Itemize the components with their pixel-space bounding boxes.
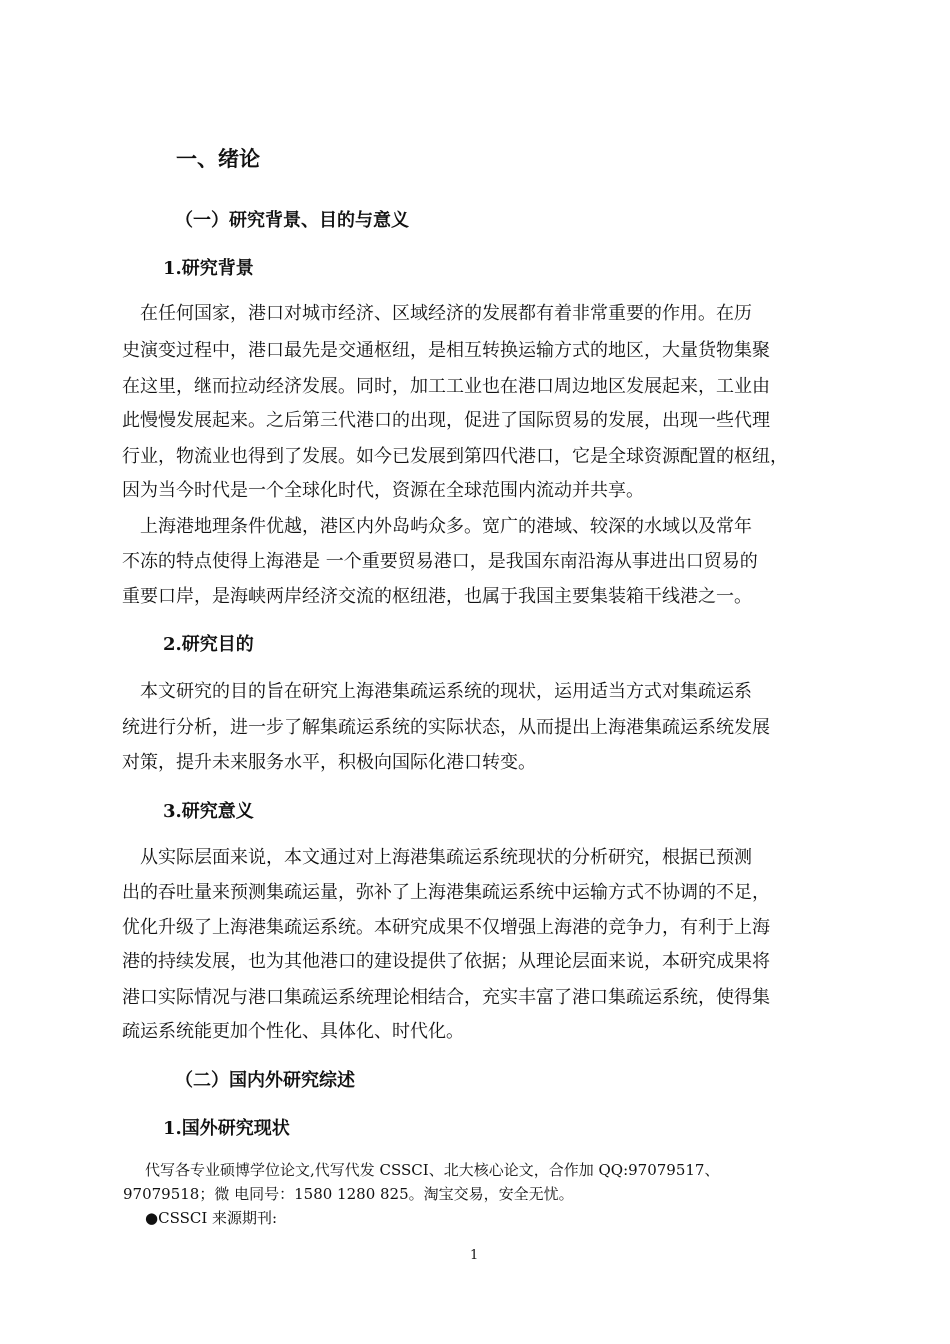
section-heading-literature-review: （二）国内外研究综述	[175, 1070, 355, 1091]
paragraph-line: 本文研究的目的旨在研究上海港集疏运系统的现状，运用适当方式对集疏运系	[122, 681, 752, 702]
paragraph-line: 在这里，继而拉动经济发展。同时，加工工业也在港口周边地区发展起来，工业由	[122, 376, 770, 397]
paragraph-line: 重要口岸，是海峡两岸经济交流的枢纽港，也属于我国主要集装箱干线港之一。	[122, 586, 752, 607]
paragraph-line: 疏运系统能更加个性化、具体化、时代化。	[122, 1021, 464, 1042]
paragraph-line: 统进行分析，进一步了解集疏运系统的实际状态，从而提出上海港集疏运系统发展	[122, 717, 770, 738]
note-line: 代写各专业硕博学位论文,代写代发 CSSCI、北大核心论文，合作加 QQ:97079517、	[145, 1161, 720, 1179]
subsection-heading-purpose: 2.研究目的	[163, 634, 254, 655]
paragraph-line: 出的吞吐量来预测集疏运量，弥补了上海港集疏运系统中运输方式不协调的不足，	[122, 882, 770, 903]
paragraph-line: 史演变过程中，港口最先是交通枢纽，是相互转换运输方式的地区，大量货物集聚	[122, 340, 770, 361]
paragraph-line: 因为当今时代是一个全球化时代，资源在全球范围内流动并共享。	[122, 480, 644, 501]
paragraph-line: 优化升级了上海港集疏运系统。本研究成果不仅增强上海港的竞争力，有利于上海	[122, 917, 770, 938]
subsection-heading-background: 1.研究背景	[163, 258, 254, 279]
page-number: 1	[470, 1248, 479, 1263]
note-line: 97079518；微 电同号：1580 1280 825。淘宝交易，安全无忧。	[123, 1185, 574, 1203]
paragraph-line: 从实际层面来说，本文通过对上海港集疏运系统现状的分析研究，根据已预测	[122, 847, 752, 868]
paragraph-line: 港的持续发展，也为其他港口的建设提供了依据；从理论层面来说，本研究成果将	[122, 951, 770, 972]
paragraph-line: 对策，提升未来服务水平，积极向国际化港口转变。	[122, 752, 536, 773]
subsection-heading-significance: 3.研究意义	[163, 801, 254, 822]
paragraph-line: 港口实际情况与港口集疏运系统理论相结合，充实丰富了港口集疏运系统，使得集	[122, 987, 770, 1008]
paragraph-line: 行业，物流业也得到了发展。如今已发展到第四代港口，它是全球资源配置的枢纽，	[122, 446, 788, 467]
subsection-heading-foreign-research: 1.国外研究现状	[163, 1118, 290, 1139]
section-heading-background: （一）研究背景、目的与意义	[175, 210, 409, 231]
note-line: ●CSSCI 来源期刊:	[145, 1209, 278, 1227]
paragraph-line: 此慢慢发展起来。之后第三代港口的出现，促进了国际贸易的发展，出现一些代理	[122, 410, 770, 431]
paragraph-line: 不冻的特点使得上海港是 一个重要贸易港口，是我国东南沿海从事进出口贸易的	[122, 551, 758, 572]
paragraph-line: 在任何国家，港口对城市经济、区域经济的发展都有着非常重要的作用。在历	[122, 303, 752, 324]
paragraph-line: 上海港地理条件优越，港区内外岛屿众多。宽广的港域、较深的水域以及常年	[122, 516, 752, 537]
chapter-heading: 一、绪论	[176, 146, 260, 171]
